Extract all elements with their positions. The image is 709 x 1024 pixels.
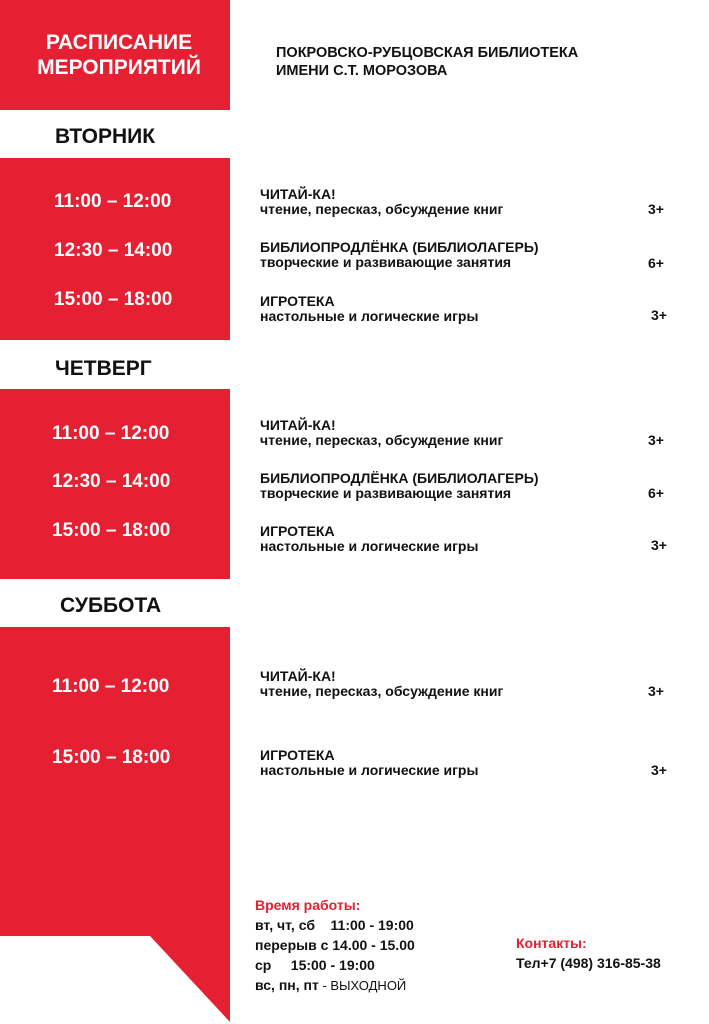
age-rating: 3+ (648, 432, 664, 448)
event-time: 11:00 – 12:00 (52, 423, 170, 444)
event-item (260, 748, 478, 778)
event-description: творческие и развивающие занятия (260, 254, 512, 270)
age-rating: 6+ (648, 485, 664, 501)
age-rating: 3+ (651, 307, 667, 323)
event-title: БИБЛИОПРОДЛЁНКА (БИБЛИОЛАГЕРЬ) (260, 239, 539, 255)
event-description: настольные и логические игры (260, 308, 479, 324)
library-name-line2: ИМЕНИ С.Т. МОРОЗОВА (276, 63, 448, 79)
hours-line: вт, чт, сб 11:00 - 19:00 (255, 917, 414, 933)
event-time: 12:30 – 14:00 (54, 240, 173, 261)
event-description: творческие и развивающие занятия (260, 485, 512, 501)
event-title: ИГРОТЕКА (260, 293, 335, 309)
event-item (260, 669, 503, 699)
day-heading-thursday: ЧЕТВЕРГ (55, 357, 152, 380)
closed-note: - ВЫХОДНОЙ (318, 978, 407, 993)
closed-days: вс, пн, пт (255, 977, 319, 993)
event-description: настольные и логические игры (260, 538, 479, 554)
contacts-heading: Контакты: (516, 935, 587, 951)
hours-line: перерыв с 14.00 - 15.00 (255, 937, 415, 953)
contacts (516, 935, 661, 971)
event-title: БИБЛИОПРОДЛЁНКА (БИБЛИОЛАГЕРЬ) (260, 470, 539, 486)
contact-phone: Тел+7 (498) 316-85-38 (516, 955, 661, 971)
working-hours-heading: Время работы: (255, 897, 361, 913)
age-rating: 3+ (648, 201, 664, 217)
event-time: 15:00 – 18:00 (52, 520, 171, 541)
day-heading-saturday: СУББОТА (60, 594, 162, 617)
event-title: ЧИТАЙ-КА! (260, 668, 336, 684)
age-rating: 3+ (651, 762, 667, 778)
hours-line: ср 15:00 - 19:00 (255, 957, 375, 973)
library-name-line1: ПОКРОВСКО-РУБЦОВСКАЯ БИБЛИОТЕКА (276, 45, 579, 61)
event-description: чтение, пересказ, обсуждение книг (260, 432, 504, 448)
event-title: ИГРОТЕКА (260, 747, 335, 763)
event-time: 12:30 – 14:00 (52, 471, 171, 492)
working-hours (255, 897, 415, 996)
event-description: чтение, пересказ, обсуждение книг (260, 683, 504, 699)
day-heading-tuesday: ВТОРНИК (55, 125, 156, 148)
event-title: ЧИТАЙ-КА! (260, 186, 336, 202)
event-title: ИГРОТЕКА (260, 523, 335, 539)
event-description: чтение, пересказ, обсуждение книг (260, 201, 504, 217)
page-title-line1: РАСПИСАНИЕ (45, 31, 193, 54)
event-time: 15:00 – 18:00 (54, 289, 173, 310)
age-rating: 3+ (651, 537, 667, 553)
event-title: ЧИТАЙ-КА! (260, 417, 336, 433)
age-rating: 6+ (648, 255, 664, 271)
page-title-line2: МЕРОПРИЯТИЙ (37, 56, 201, 79)
hours-line (255, 975, 415, 996)
event-time: 11:00 – 12:00 (54, 191, 172, 212)
age-rating: 3+ (648, 683, 664, 699)
event-time: 15:00 – 18:00 (52, 747, 171, 768)
event-time: 11:00 – 12:00 (52, 676, 170, 697)
event-description: настольные и логические игры (260, 762, 479, 778)
